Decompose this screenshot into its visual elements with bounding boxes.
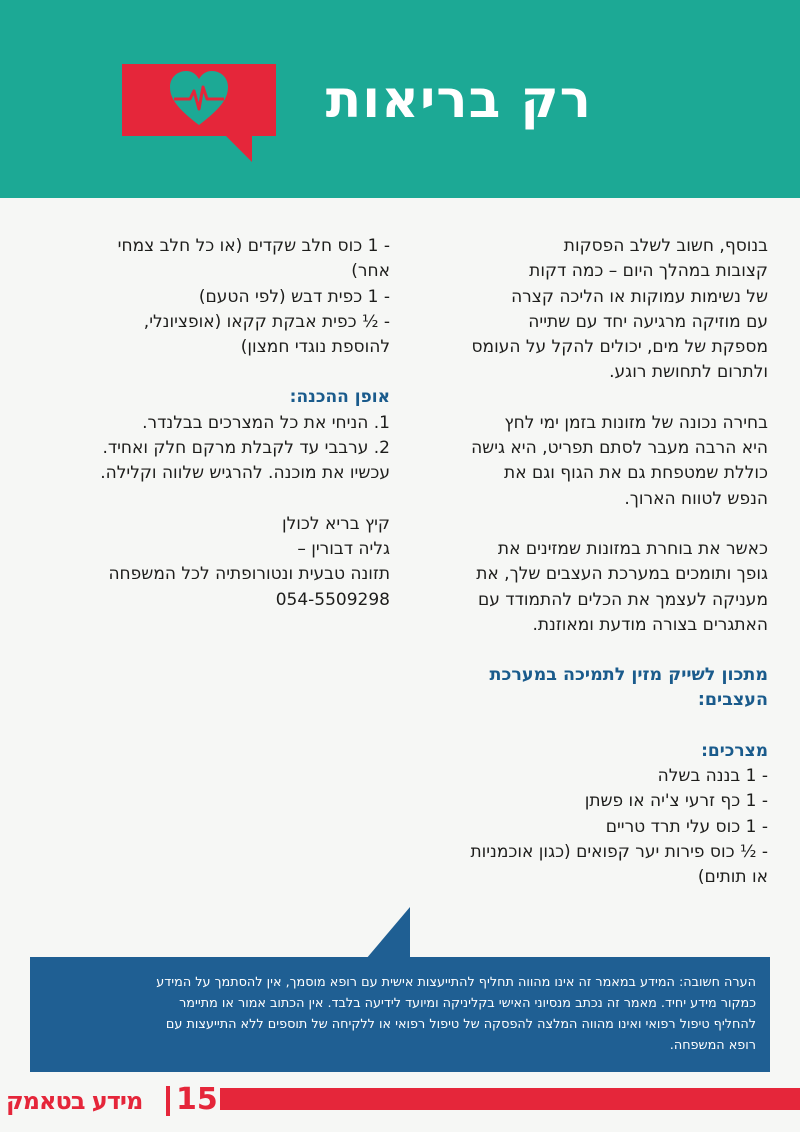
- preparation-step: 2. ערבבי עד לקבלת מרקם חלק ואחיד.: [102, 438, 390, 459]
- preparation-step: עכשיו את מוכנה. להרגיש שלווה וקלילה.: [100, 463, 390, 484]
- author-signature: [45, 512, 390, 613]
- text-line: בחירה נכונה של מזונות בזמן ימי לחץ: [504, 412, 768, 433]
- preparation-section: [45, 385, 390, 486]
- logo-speech-tail: [222, 132, 252, 162]
- text-line: מספקת של מים, יכולים להקל על העומס: [471, 337, 768, 358]
- article-column-right: [413, 234, 768, 891]
- paragraph-food-choice: [413, 411, 768, 512]
- text-line: בנוסף, חשוב לשלב הפסקות: [563, 236, 768, 256]
- page-number: 15: [176, 1082, 218, 1117]
- ingredient-item: - ½ כפית אבקת קקאו (אופציונלי,: [143, 311, 390, 332]
- ingredient-item: - 1 כוס חלב שקדים (או כל חלב צמחי: [117, 236, 390, 256]
- recipe-heading: [413, 663, 768, 714]
- text-line: רופא המשפחה.: [669, 1038, 756, 1053]
- text-line: הערה חשובה: המידע במאמר זה אינו מהווה תחליף להתייעצות אישית עם רופא מוסמך, אין להסתמך על המידע: [156, 975, 756, 990]
- ingredients-heading: מצרכים:: [701, 740, 768, 761]
- text-line: גופך ותומכים במערכת העצבים שלך, את: [476, 564, 768, 585]
- ingredient-item: או תותים): [697, 867, 768, 888]
- disclaimer-text: [34, 972, 756, 1056]
- paragraph-nervous-system: [413, 537, 768, 638]
- text-line: הנפש לטווח הארוך.: [624, 488, 768, 509]
- text-line: כוללת שמטפחת גם את הגוף וגם את: [504, 463, 768, 484]
- text-line: עם מוזיקה מרגיעה יחד עם שתייה: [528, 311, 768, 332]
- note-speech-tail: [366, 907, 410, 959]
- brand-logo: מידע בטאמק: [6, 1087, 143, 1115]
- text-line: ולתרום לתחושת רוגע.: [609, 362, 768, 383]
- text-line: תזונה טבעית ונטורופתיה לכל המשפחה: [108, 564, 390, 585]
- text-line: מתכון לשייק מזין לתמיכה במערכת: [489, 665, 768, 686]
- text-line: גליה דבורין –: [297, 538, 390, 559]
- article-column-left: [45, 234, 390, 638]
- text-line: קצובות במהלך היום – כמה דקות: [529, 261, 768, 282]
- heart-pulse-icon: [168, 69, 230, 129]
- page-title: רק בריאות: [325, 70, 592, 130]
- text-line: מעניקה לעצמך את הכלים להתמודד עם: [477, 589, 768, 610]
- ingredient-item: - ½ כוס פירות יער קפואים (כגון אוכמניות: [470, 841, 768, 862]
- page-number-divider: [166, 1086, 170, 1116]
- text-line: העצבים:: [697, 690, 768, 711]
- preparation-heading: אופן ההכנה:: [289, 387, 390, 408]
- text-line: קיץ בריא לכולן: [281, 513, 390, 534]
- text-line: כאשר את בוחרת במזונות שמזינים את: [497, 538, 768, 559]
- paragraph-breaks: [413, 234, 768, 386]
- phone-number: 054-5509298: [275, 589, 390, 610]
- ingredient-item: - 1 כף זרעי צ'יה או פשתן: [584, 791, 768, 812]
- ingredients-section: [413, 739, 768, 891]
- text-line: להחליף טיפול רפואי ואינו מהווה המלצה להפסקה של טיפול רפואי או ללקיחה של תוספים ללא התייעצות עם: [165, 1017, 756, 1032]
- ingredient-item: להוספת נוגדי חמצון): [240, 337, 390, 358]
- preparation-step: 1. הניחי את כל המצרכים בבלנדר.: [142, 412, 390, 433]
- text-line: כמקור מידע יחיד. מאמר זה נכתב מנסיוני האישי בקליניקה ומיועד לידיעה בלבד. אין הכתוב אמור או מתיימר: [179, 996, 756, 1011]
- text-line: היא הרבה מעבר לסתם תפריט, היא גישה: [471, 438, 768, 459]
- text-line: של נשימות עמוקות או הליכה קצרה: [511, 286, 768, 307]
- text-line: האתגרים בצורה מודעת ומאוזנת.: [532, 614, 768, 635]
- ingredients-continued: [45, 234, 390, 360]
- ingredient-item: - 1 בננה בשלה: [657, 766, 768, 787]
- ingredient-item: - 1 כוס עלי תרד טריים: [605, 816, 768, 837]
- ingredient-item: - 1 כפית דבש (לפי הטעם): [198, 286, 390, 307]
- ingredient-item: אחר): [351, 261, 390, 282]
